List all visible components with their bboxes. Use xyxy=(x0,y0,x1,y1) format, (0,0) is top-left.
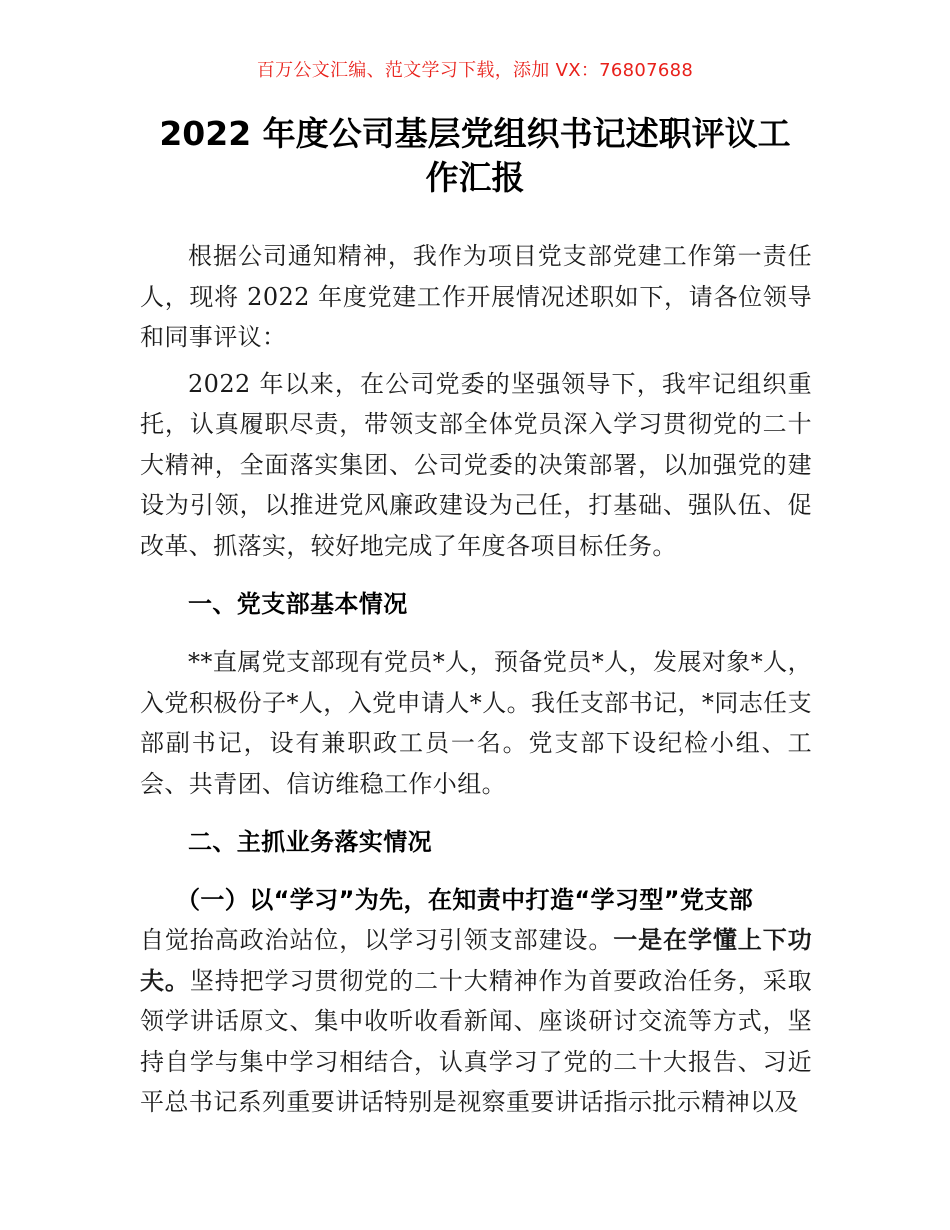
title-line-1: 2022 年度公司基层党组织书记述职评议工 xyxy=(159,114,791,153)
paragraph-intro: 根据公司通知精神，我作为项目党支部党建工作第一责任人，现将 2022 年度党建工作开展情况述职如下，请各位领导和同事评议： xyxy=(140,242,812,351)
paragraph-overview: 2022 年以来，在公司党委的坚强领导下，我牢记组织重托，认真履职尽责，带领支部全体党员深入学习贯彻党的二十大精神，全面落实集团、公司党委的决策部署，以加强党的建设为引领，以推进党风廉政建设为己任，打基础、强队伍、促改革、抓落实，较好地完成了年度各项目标任务。 xyxy=(140,369,812,560)
subsection-heading-1: （一）以“学习”为先，在知责中打造“学习型”党支部 xyxy=(176,886,754,914)
paragraph-basic-info: **直属党支部现有党员*人，预备党员*人，发展对象*人，入党积极份子*人，入党申请人*人。我任支部书记，*同志任支部副书记，设有兼职政工员一名。党支部下设纪检小组、工会、共青团、信访维稳工作小组。 xyxy=(140,648,812,798)
paragraph-study xyxy=(140,920,812,1123)
section-heading-1: 一、党支部基本情况 xyxy=(188,590,408,618)
paragraph-study-part-2: 坚持把学习贯彻党的二十大精神作为首要政治任务，采取领学讲话原文、集中收听收看新闻、座谈研讨交流等方式，坚持自学与集中学习相结合，认真学习了党的二十大报告、习近平总书记系列重要讲话特别是视察重要讲话指示批示精神以及 xyxy=(140,966,812,1116)
paragraph-study-part-1: 自觉抬高政治站位，以学习引领支部建设。 xyxy=(140,926,614,954)
document-body xyxy=(140,236,812,1129)
document-title xyxy=(140,112,810,200)
section-heading-2: 二、主抓业务落实情况 xyxy=(188,828,432,856)
paragraph-study-lead: 一是在学懂上下功夫。 xyxy=(140,926,812,995)
title-line-2: 作汇报 xyxy=(425,158,525,197)
header-watermark-note: 百万公文汇编、范文学习下载，添加 VX：76807688 xyxy=(256,60,694,81)
